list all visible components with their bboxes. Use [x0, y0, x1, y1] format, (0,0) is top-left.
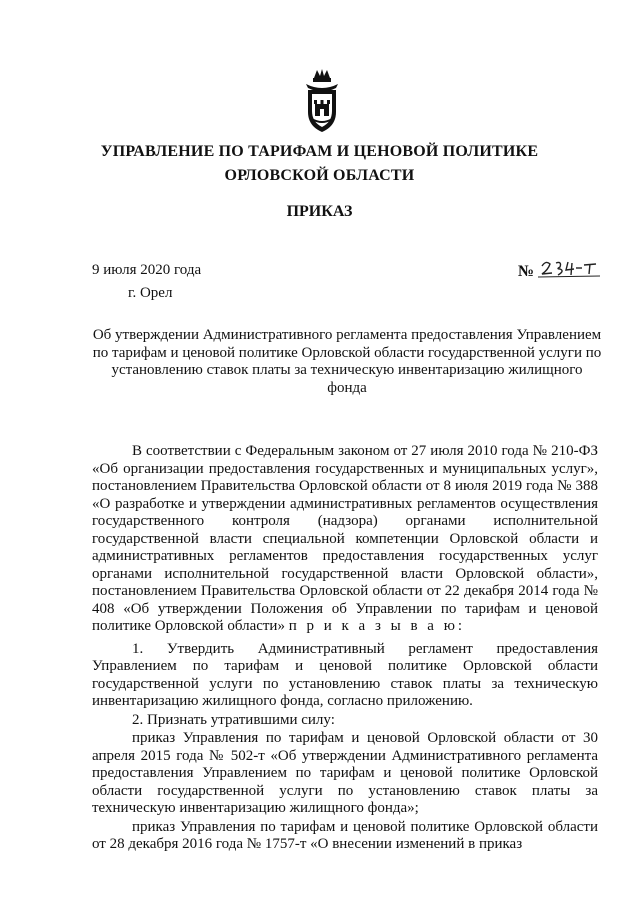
preamble-text: В соответствии с Федеральным законом от 27 июля 2010 года № 210-ФЗ «Об организации предоставления государственных и муниципальных услуг», постановлением Правительства Орловской области от 8 июля 2019 года № 388 «О разработке и утверждении административных регламентов осуществления государственного контроля (надзора) органами исполнительной государственной власти специальной компетенции Орловской области и административных регламентов предоставления государственных услуг органами исполнительной государственной власти Орловской области», постановлением Правительства Орловской области от 22 декабря 2014 года № 408 «Об утверждении Положения об Управлении по тарифам и ценовой политике Орловской области»: [92, 443, 598, 634]
number-prefix: №: [518, 263, 535, 280]
organization-name-line2: ОРЛОВСКОЙ ОБЛАСТИ: [224, 167, 415, 184]
coat-of-arms-icon: [300, 68, 344, 134]
document-body: [92, 443, 598, 855]
document-subject: Об утверждении Административного регламента предоставления Управлением по тарифам и ценовой политике Орловской области государственной услуги по установлению ставок платы за техническую инвентаризацию жилищного фонда: [92, 327, 602, 396]
document-type: ПРИКАЗ: [286, 203, 353, 220]
document-number: [518, 258, 602, 281]
document-city: г. Орел: [128, 285, 173, 301]
item-1-paragraph: 1. Утвердить Административный регламент предоставления Управлением по тарифам и ценовой политике Орловской области государственной услуги по установлению ставок платы за техническую инвентаризацию жилищного фонда, согласно приложению.: [92, 640, 598, 709]
document-date: 9 июля 2020 года: [92, 262, 202, 278]
item-2-paragraph: 2. Признать утратившими силу:: [132, 711, 335, 728]
order-word: п р и к а з ы в а ю:: [288, 618, 466, 634]
repeal-1-paragraph: приказ Управления по тарифам и ценовой Орловской области от 30 апреля 2015 года № 502-т «Об утверждении Административного регламента предоставления Управлением по тарифам и ценовой политике Орловской области государственной услуги по установлению ставок платы за техническую инвентаризацию жилищного фонда»;: [92, 730, 598, 816]
organization-name-line1: УПРАВЛЕНИЕ ПО ТАРИФАМ И ЦЕНОВОЙ ПОЛИТИКЕ: [100, 143, 539, 160]
handwritten-number-signature: [538, 258, 602, 280]
repeal-2-paragraph: приказ Управления по тарифам и ценовой политике Орловской области от 28 декабря 2016 года № 1757-т «О внесении изменений в приказ: [92, 818, 598, 852]
preamble-paragraph: [92, 443, 598, 636]
